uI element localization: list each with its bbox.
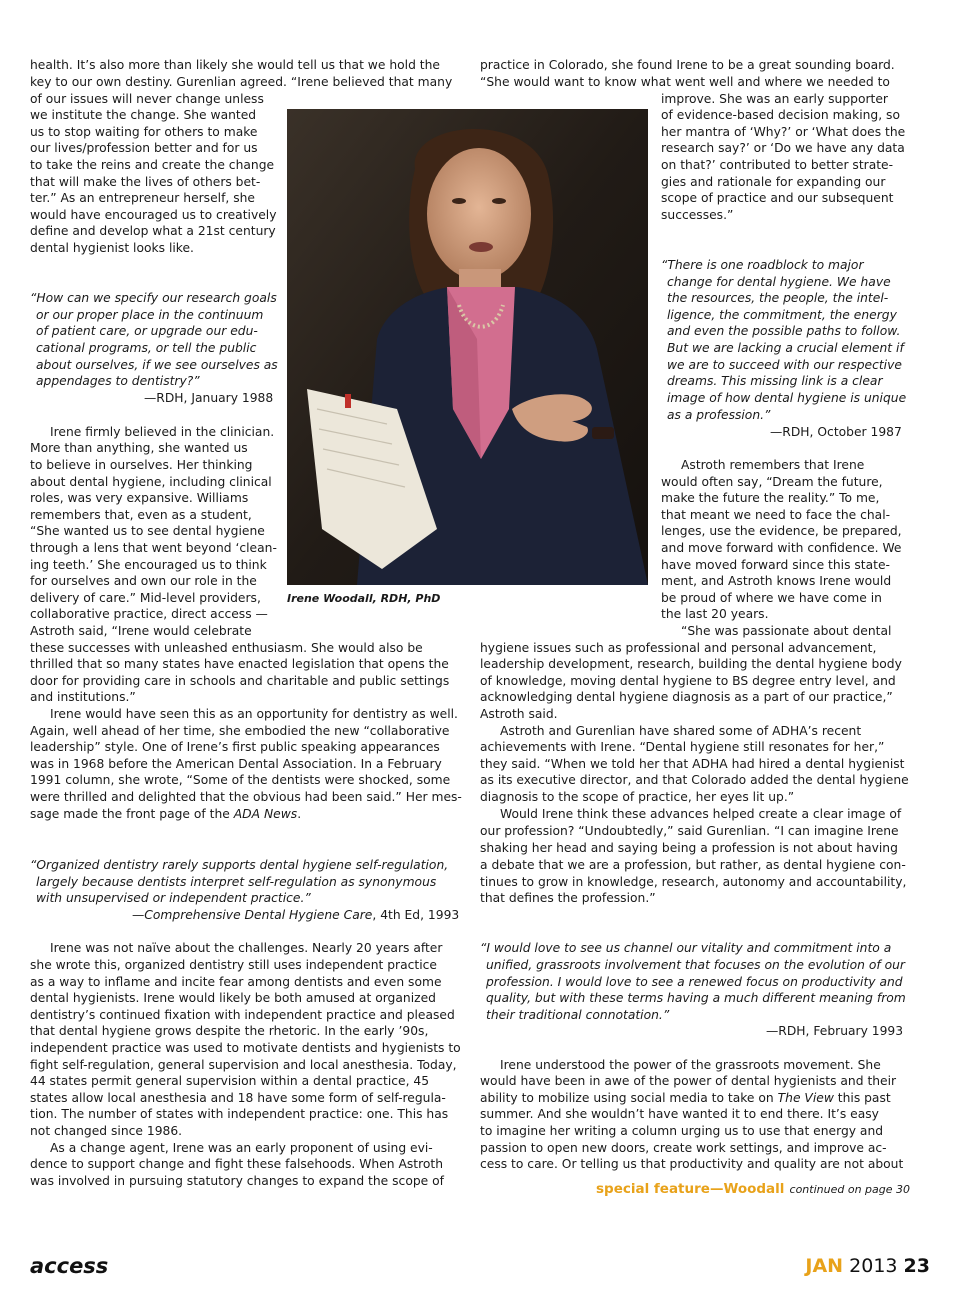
folio <box>805 1255 930 1277</box>
quote-line: “Organized dentistry rarely supports dental hygiene self-regulation, <box>30 858 449 872</box>
quote-line: or our proper place in the continuum <box>36 308 264 322</box>
text-line: diagnosis to the scope of practice, her eyes lit up.” <box>480 790 795 804</box>
text-line: lenges, use the evidence, be prepared, <box>661 524 902 538</box>
text-line: the last 20 years. <box>661 607 769 621</box>
text-line: sage made the front page of the ADA News. <box>30 807 302 821</box>
issue-year: 2013 <box>849 1255 898 1277</box>
text-line: Again, well ahead of her time, she embodied the new “collaborative <box>30 724 450 738</box>
text-line: summer. And she wouldn’t have wanted it to end there. It’s easy <box>480 1107 879 1121</box>
magazine-name: access <box>30 1254 109 1278</box>
text-line: door for providing care in schools and charitable and public settings <box>30 674 450 688</box>
text-line: health. It’s also more than likely she would tell us that we hold the <box>30 58 440 72</box>
text-run: sage made the front page of the <box>30 807 234 821</box>
text-line: on that?’ contributed to better strate- <box>661 158 894 172</box>
text-line: Astroth said. <box>480 707 558 721</box>
book-title: Comprehensive Dental Hygiene Care <box>144 908 373 922</box>
text-line: and institutions.” <box>30 690 136 704</box>
quote-attribution: —RDH, January 1988 <box>144 391 274 405</box>
text-line: Astroth and Gurenlian have shared some of ADHA’s recent <box>500 724 862 738</box>
quote-line: as a profession.” <box>667 408 771 422</box>
text-line: that dental hygiene grows despite the rhetoric. In the early ’90s, <box>30 1024 429 1038</box>
quote-line: image of how dental hygiene is unique <box>667 391 907 405</box>
quote-line: “How can we specify our research goals <box>30 291 277 305</box>
text-line: not changed since 1986. <box>30 1124 183 1138</box>
text-line: shaking her head and saying being a profession is not about having <box>480 841 898 855</box>
text-line: “She would want to know what went well and where we needed to <box>480 75 890 89</box>
quote-line: unified, grassroots involvement that focuses on the evolution of our <box>486 958 905 972</box>
text-line: through a lens that went beyond ‘clean- <box>30 541 277 555</box>
quote-line: dreams. This missing link is a clear <box>667 374 883 388</box>
quote-line: of patient care, or upgrade our edu- <box>36 324 258 338</box>
text-run: ability to mobilize using social media to take on <box>480 1091 778 1105</box>
text-line <box>480 1090 891 1107</box>
text-line: key to our own destiny. Gurenlian agreed. “Irene believed that many <box>30 75 453 89</box>
text-line: as a way to inflame and incite fear among dentists and even some <box>30 975 442 989</box>
text-line: a debate that we are a profession, but rather, as dental hygiene con- <box>480 858 906 872</box>
publication-title: ADA News <box>233 807 298 821</box>
text-line: Irene was not naïve about the challenges. Nearly 20 years after <box>50 941 443 955</box>
text-line: dence to support change and fight these falsehoods. When Astroth <box>30 1157 444 1171</box>
text-line: would have encouraged us to creatively <box>30 208 277 222</box>
text-line: “She wanted us to see dental hygiene <box>30 524 265 538</box>
text-line: about dental hygiene, including clinical <box>30 475 272 489</box>
text-line: make the future the reality.” To me, <box>661 491 880 505</box>
quote-line: quality, but with these terms having a much different meaning from <box>486 991 906 1005</box>
text-line: of knowledge, moving dental hygiene to BS degree entry level, and <box>480 674 896 688</box>
text-line: scope of practice and our subsequent <box>661 191 894 205</box>
text-line: ing teeth.’ She encouraged us to think <box>30 558 267 572</box>
text-line: Irene would have seen this as an opportunity for dentistry as well. <box>50 707 458 721</box>
text-line: was involved in pursuing statutory changes to expand the scope of <box>30 1174 444 1188</box>
quote-line: cational programs, or tell the public <box>36 341 257 355</box>
text-run: this past <box>833 1091 891 1105</box>
text-line: leadership” style. One of Irene’s first public speaking appearances <box>30 740 440 754</box>
quote-line: we are to succeed with our respective <box>667 358 902 372</box>
text-line: leadership development, research, building the dental hygiene body <box>480 657 902 671</box>
quote-line: and even the possible paths to follow. <box>667 324 901 338</box>
quote-attribution: —Comprehensive Dental Hygiene Care, 4th Ed, 1993 <box>132 908 460 922</box>
text-line: define and develop what a 21st century <box>30 224 276 238</box>
quote-line: change for dental hygiene. We have <box>667 275 891 289</box>
quote-line: appendages to dentistry?” <box>36 374 200 388</box>
quote-line: their traditional connotation.” <box>486 1008 670 1022</box>
text-line: our lives/profession better and for us <box>30 141 258 155</box>
text-line: to imagine her writing a column urging us to use that energy and <box>480 1124 884 1138</box>
text-line: hygiene issues such as professional and personal advancement, <box>480 641 877 655</box>
text-line: More than anything, she wanted us <box>30 441 248 455</box>
text-line: fight self-regulation, general supervision and local anesthesia. Today, <box>30 1058 457 1072</box>
text-line: Irene firmly believed in the clinician. <box>50 425 275 439</box>
text-line: practice in Colorado, she found Irene to be a great sounding board. <box>480 58 895 72</box>
text-line: achievements with Irene. “Dental hygiene still resonates for her,” <box>480 740 885 754</box>
text-line: was in 1968 before the American Dental Association. In a February <box>30 757 442 771</box>
text-line: Astroth remembers that Irene <box>681 458 865 472</box>
text-line: as its executive director, and that Colorado added the dental hygiene <box>480 773 909 787</box>
text-line: delivery of care.” Mid-level providers, <box>30 591 261 605</box>
text-line: tion. The number of states with independent practice: one. This has <box>30 1107 449 1121</box>
text-line: improve. She was an early supporter <box>661 92 888 106</box>
text-line: that will make the lives of others bet- <box>30 175 261 189</box>
text-line: tinues to grow in knowledge, research, autonomy and accountability, <box>480 875 907 889</box>
text-line: gies and rationale for expanding our <box>661 175 886 189</box>
text-line: these successes with unleashed enthusiasm. She would also be <box>30 641 423 655</box>
text-line: we institute the change. She wanted <box>30 108 257 122</box>
text-line: As a change agent, Irene was an early proponent of using evi- <box>50 1141 433 1155</box>
show-title: The View <box>777 1091 834 1105</box>
text-line: would often say, “Dream the future, <box>661 475 883 489</box>
text-line: successes.” <box>661 208 734 222</box>
text-line: her mantra of ‘Why?’ or ‘What does the <box>661 125 906 139</box>
quote-line: But we are lacking a crucial element if <box>667 341 904 355</box>
text-line: that meant we need to face the chal- <box>661 508 891 522</box>
quote-line: “I would love to see us channel our vitality and commitment into a <box>480 941 892 955</box>
text-line: Irene understood the power of the grassroots movement. She <box>500 1058 881 1072</box>
quote-line: ligence, the commitment, the energy <box>667 308 897 322</box>
continued-reference: continued on page 30 <box>789 1183 911 1196</box>
text-line: 1991 column, she wrote, “Some of the dentists were shocked, some <box>30 773 451 787</box>
quote-attribution: —RDH, February 1993 <box>766 1024 904 1038</box>
page-number: 23 <box>903 1255 930 1277</box>
quote-line: about ourselves, if we see ourselves as <box>36 358 278 372</box>
text-line: “She was passionate about dental <box>681 624 892 638</box>
text-line: roles, was very expansive. Williams <box>30 491 249 505</box>
text-line: 44 states permit general supervision within a dental practice, 45 <box>30 1074 430 1088</box>
quote-line: “There is one roadblock to major <box>661 258 864 272</box>
portrait-illustration <box>287 109 648 585</box>
portrait-photo <box>287 109 648 585</box>
quote-line: largely because dentists interpret self-regulation as synonymous <box>36 875 437 889</box>
continued-note <box>596 1178 910 1197</box>
issue-month: JAN <box>805 1255 844 1277</box>
text-line: remembers that, even as a student, <box>30 508 252 522</box>
text-line: to believe in ourselves. Her thinking <box>30 458 253 472</box>
text-line: that defines the profession.” <box>480 891 656 905</box>
text-line: have moved forward since this state- <box>661 558 890 572</box>
text-line: us to stop waiting for others to make <box>30 125 258 139</box>
text-line: ment, and Astroth knows Irene would <box>661 574 892 588</box>
text-line: they said. “When we told her that ADHA had hired a dental hygienist <box>480 757 905 771</box>
text-line: cess to care. Or telling us that productivity and quality are not about <box>480 1157 904 1171</box>
text-line: collaborative practice, direct access — <box>30 607 268 621</box>
text-line: ter.” As an entrepreneur herself, she <box>30 191 255 205</box>
text-line: for ourselves and own our role in the <box>30 574 257 588</box>
text-line: would have been in awe of the power of dental hygienists and their <box>480 1074 897 1088</box>
text-line: and move forward with confidence. We <box>661 541 902 555</box>
text-line: thrilled that so many states have enacted legislation that opens the <box>30 657 449 671</box>
text-line: acknowledging dental hygiene diagnosis as a part of our practice,” <box>480 690 893 704</box>
quote-line: profession. I would love to see a renewed focus on productivity and <box>486 975 903 989</box>
quote-attribution: —RDH, October 1987 <box>770 425 902 439</box>
quote-line: with unsupervised or independent practice.” <box>36 891 311 905</box>
text-line: passion to open new doors, create work settings, and improve ac- <box>480 1141 887 1155</box>
text-line: independent practice was used to motivate dentists and hygienists to <box>30 1041 461 1055</box>
text-line: dentistry’s continued fixation with independent practice and pleased <box>30 1008 455 1022</box>
text-line: states allow local anesthesia and 18 have some form of self-regula- <box>30 1091 446 1105</box>
text-line: of our issues will never change unless <box>30 92 264 106</box>
text-line: research say?’ or ‘Do we have any data <box>661 141 905 155</box>
section-label: special feature—Woodall <box>596 1181 785 1197</box>
text-line: to take the reins and create the change <box>30 158 275 172</box>
text-line: Astroth said, “Irene would celebrate <box>30 624 252 638</box>
quote-line: the resources, the people, the intel- <box>667 291 889 305</box>
text-line: Would Irene think these advances helped create a clear image of <box>500 807 902 821</box>
text-line: of evidence-based decision making, so <box>661 108 900 122</box>
photo-caption: Irene Woodall, RDH, PhD <box>287 592 441 605</box>
text-line: were thrilled and delighted that the obvious had been said.” Her mes- <box>30 790 462 804</box>
text-line: dental hygienists. Irene would likely be both amused at organized <box>30 991 436 1005</box>
text-line: dental hygienist looks like. <box>30 241 194 255</box>
text-line: be proud of where we have come in <box>661 591 882 605</box>
text-line: she wrote this, organized dentistry still uses independent practice <box>30 958 437 972</box>
text-line: our profession? “Undoubtedly,” said Gurenlian. “I can imagine Irene <box>480 824 899 838</box>
